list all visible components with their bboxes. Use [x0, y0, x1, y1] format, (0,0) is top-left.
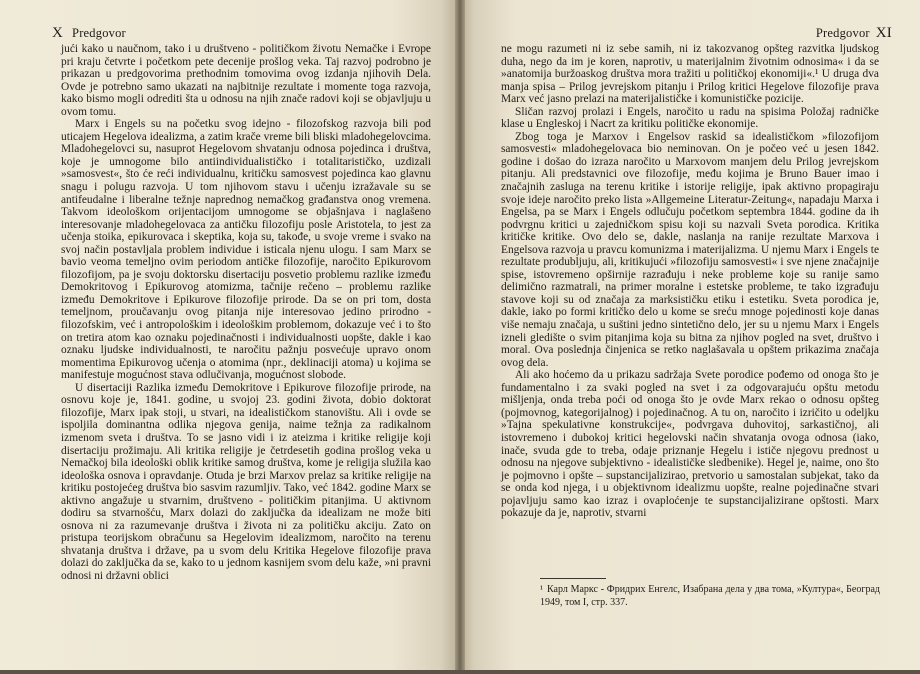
- left-page-number: X: [52, 25, 64, 41]
- book-gutter: [455, 0, 465, 674]
- page-edge: [0, 670, 920, 674]
- paragraph: U disertaciji Razlika između Demokritove i Epikurove filozofije prirode, na osnovu koje je, 1841. godine, u svojoj 23. godini života, dobio doktorat filozofije, Marx ipak stoji, u stvari, na idealističkom stanovištu. Ali i ovde se ispoljila dominantna odlika njegova genija, naime težnja za radikalnom izmenom sveta i društva. To se jasno vidi i iz ateizma i kritike religije koji disertaciju prožimaju. Ali kritika religije je četrdesetih godina prošlog veka u Nemačkoj bila ideološki oblik kritike samog društva, kome je religija služila kao ideološka osnova i opravdanje. Otuda je brzi Marxov prelaz sa kritike religije na kritiku postojećeg društva bio sasvim razumljiv. Tako, već 1842. godine Marx se aktivno angažuje u stvarnim, društveno - političkim pitanjima. U aktivnom dodiru sa stvarnošću, Marx dolazi do zaključka da idealizam ne može biti osnova ni za razumevanje društva i života ni za političku akciju. Zato on pristupa teorijskom obračunu sa Hegelovim idealizmom, naročito na terenu shvatanja društva i države, pa u svom delu Kritika Hegelove filozofije prava dolazi do zaključka da se, kako to u jednom kasnijem svom delu kaže, »ni pravni odnosi ni državni oblici: [61, 381, 431, 582]
- left-page-body: [61, 43, 431, 583]
- footnote-divider: [540, 578, 606, 579]
- paragraph: Zbog toga je Marxov i Engelsov raskid sa idealističkom »filozofijom samosvesti« mladohegelovaca bio neminovan. On je počeo već u jesen 1842. godine i došao do izraza naročito u Marxovom manjem delu Prilog jevrejskom pitanju. Ali predstavnici ove filozofije, među kojima je Bruno Bauer imao i značajnih zasluga na terenu kritike i istorije religije, ipak aktivno propagiraju svoje ideje naročito preko lista »Allgemeine Literatur-Zeitung«, napadaju Marxa i Engelsa, pa se Marx i Engels odlučuju početkom septembra 1844. godine da ih podvrgnu kritici u zajedničkom spisu koji su nazvali Sveta porodica. Kritika kritičke kritike. Ovo delo se, dakle, naslanja na ranije rezultate Marxova i Engelsova razvoja u pravcu komunizma i materijalizma. U njemu Marx i Engels te rezultate produbljuju, ali, kritikujući »filozofiju samosvesti« i sve njene značajnije spise, istovremeno opširnije razrađuju i neke probleme koje su ranije samo delimično razmatrali, na primer moralne i estetske probleme, te tako izgrađuju stavove koji su od značaja za marksističku etiku i estetiku. Sveta porodica je, dakle, iako po formi kritičko delo u kome se sreću mnoge pojedinosti koje danas više nemaju značaja, u suštini jedno sintetično delo, jer su u njemu Marx i Engels izneli gledište o svim pitanjima koja su bitna za njihov pogled na svet, društvo i moral. Ova poslednja činjenica se retko naglašavala u opštem prikazima značaja ovog dela.: [501, 130, 879, 369]
- left-page-header: [52, 25, 442, 42]
- right-running-head: Predgovor: [815, 26, 870, 40]
- right-page: [460, 0, 920, 674]
- paragraph: Marx i Engels su na početku svog idejno - filozofskog razvoja bili pod uticajem Hegelova idealizma, a zatim krače vreme bili bliski mladohegelovcima. Mladohegelovci su, nasuprot Hegelovom shvatanju odnosa pojedinca i društva, koje je umnogome bilo antiindividualističko i totalitarističko, uzdizali »samosvest«, što će reći individualnu, kritičku samosvest pojedinca kao glavnu snagu i polugu razvoja. U tom njihovom stavu i učenju izražavale su se antifeudalne i liberalne težnje naprednog nemačkog građanstva onog vremena. Takvom ideološkom orijentacijom umnogome se objašnjava i naglašeno interesovanje mladohegelovaca za antičku filozofiju posle Aristotela, to jest za učenja stoika, epikurovaca i skeptika, koja su, takođe, u svoje vreme i svako na svoj način postavljala problem individue i isticala njenu ulogu. I sam Marx se bavio veoma temeljno ovim periodom antičke filozofije, naročito Epikurovom filozofijom, pa je svoju doktorsku disertaciju posvetio problemu razlike između Demokritovog i Epikurovog atomizma, tačnije rečeno – problemu razlike između Demokritove i Epikurove filozofije prirode. Da se on pri tom, dosta temeljnom, proučavanju ovog pitanja nije interesovao jedino prirodno - filozofskim, već i antropološkim i ideološkim problemom, dokazuje već i to što on tretira atom kao oznaku pojedinačnosti i individualnosti uopšte, dakle i kao oznaku ljudske individualnosti, te naročitu pažnju posvećuje upravo onom momentima Epikurovog učenja o atomima (npr., deklinaciji atoma) u kojima se manifestuje mogućnost stava odlučivanja, mogućnost slobode.: [61, 118, 431, 382]
- footnote-text: Карл Маркс - Фридрих Енгелс, Изабрана дела у два тома, »Култура«, Београд 1949, том I, стр. 337.: [540, 584, 880, 608]
- footnote: [540, 584, 880, 609]
- paragraph: Sličan razvoj prolazi i Engels, naročito u radu na spisima Položaj radničke klase u Engleskoj i Nacrt za kritiku političke ekonomije.: [501, 105, 879, 131]
- footnote-marker: ¹: [540, 584, 543, 595]
- paragraph: ne mogu razumeti ni iz sebe samih, ni iz takozvanog opšteg razvitka ljudskog duha, nego da im je koren, naprotiv, u materijalnim životnim odnosima« i da se »anatomija buržoaskog društva mora tražiti u političkoj ekonomiji«.¹ U druga dva manja spisa – Prilog jevrejskom pitanju i Prilog kritici Hegelove filozofije prava Marx već jasno prelazi na materijalističke i komunističke pozicije.: [501, 43, 879, 106]
- right-page-body: [501, 43, 879, 520]
- right-page-header: [502, 25, 892, 42]
- paragraph: Ali ako hoćemo da u prikazu sadržaja Svete porodice pođemo od onoga što je fundamentalno i za svaki pogled na svet i za odgovarajuću opštu metodu mišljenja, onda treba poći od onoga što je ovde Marx rekao o odnosu opšteg (pojmovnog, kategorijalnog) i pojedinačnog. A tu on, naročito i izričito u odeljku »Tajna spekulativne konstrukcije«, podvrgava duhovitoj, sarkastičnoj, ali istovremeno i dubokoj kritici hegelovski način shvatanja ovoga odnosa (iako, inače, svuda gde to treba, odaje priznanje Hegelu i ističe njegovu prednost u odnosu na njegove subjektivno - idealističke sledbenike). Hegel je, naime, ono što je pojmovno i opšte – supstancijalizirao, pretvorio u samostalan subjekat, tako da se onda kod njega, i u objektivnom idealizmu uopšte, realne pojedinačne stvari pojavljuju samo kao izraz i ovaploćenje te supstancijalizirane opštosti. Marx pokazuje da je, naprotiv, stvarni: [501, 369, 879, 520]
- right-page-number: XI: [875, 25, 892, 41]
- left-running-head: Predgovor: [72, 26, 126, 40]
- paragraph: jući kako u naučnom, tako i u društveno - političkom životu Nemačke i Evrope pri kraju četvrte i početkom pete decenije prošlog veka. Taj razvoj podrobno je prikazan u predgovorima prethodnim tomovima ovog izdanja njihovih Dela. Ovde je potrebno samo ukazati na najbitnije rezultate i momente toga razvoja, kako bismo mogli odrediti šta u odnosu na njih znače radovi koji se objavljuju u ovom tomu.: [61, 43, 431, 118]
